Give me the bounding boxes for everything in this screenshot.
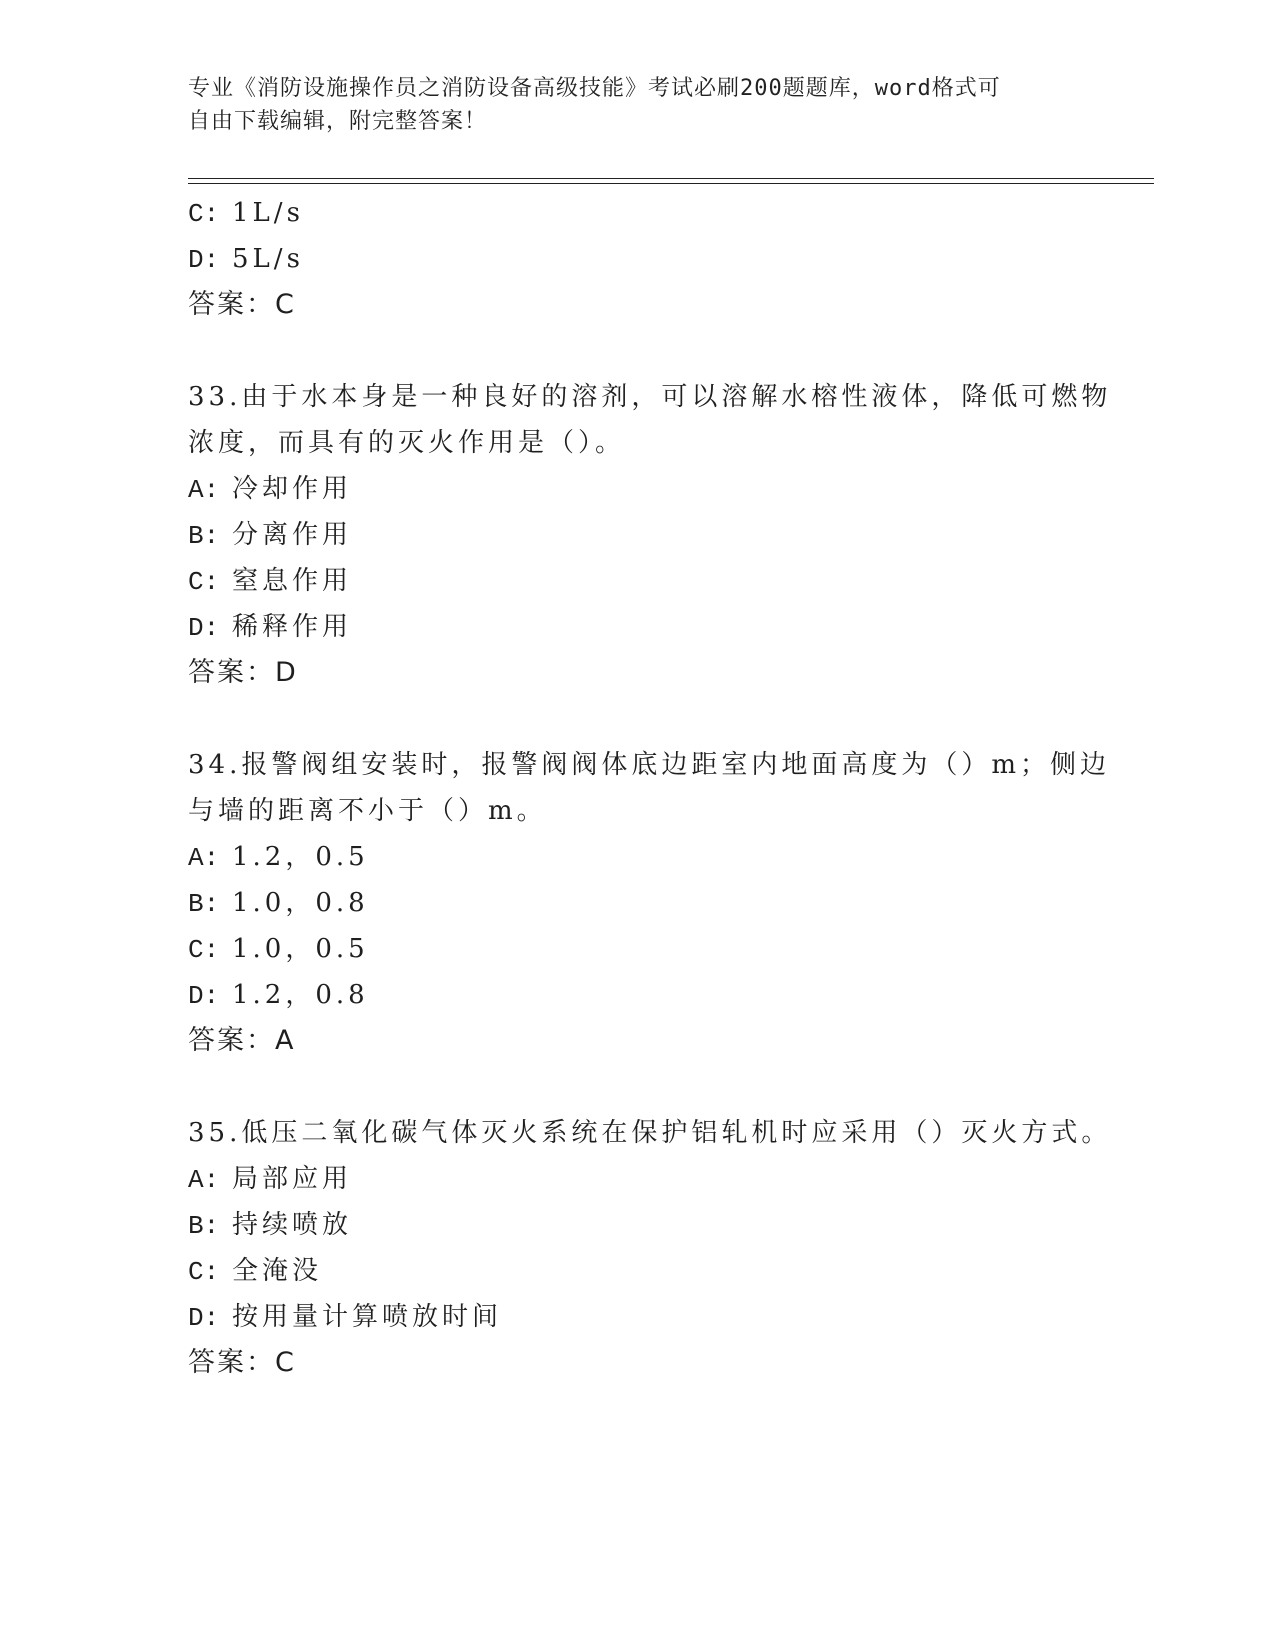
option-d: D: 稀释作用 <box>188 612 353 643</box>
answer-line: 答案：D <box>188 657 298 688</box>
document-header <box>188 72 1068 138</box>
document-body <box>188 190 1112 1386</box>
option-b: B: 1.0，0.8 <box>188 888 369 919</box>
option-c: C: 窒息作用 <box>188 566 353 597</box>
header-divider-top <box>188 178 1154 179</box>
option-a: A: 局部应用 <box>188 1164 353 1195</box>
question-34-text-2: 与墙的距离不小于（）m。 <box>188 796 547 826</box>
option-d: D: 按用量计算喷放时间 <box>188 1302 503 1333</box>
header-line-1: 专业《消防设施操作员之消防设备高级技能》考试必刷200题题库，word格式可 <box>188 76 1001 101</box>
option-b: B: 分离作用 <box>188 520 353 551</box>
option-c: C: 全淹没 <box>188 1256 323 1287</box>
answer-line: 答案：C <box>188 289 296 320</box>
question-35-text-1: 35.低压二氧化碳气体灭火系统在保护铝轧机时应采用（）灭火方式。 <box>188 1118 1112 1148</box>
option-d: D: 1.2，0.8 <box>188 980 369 1011</box>
question-33-text-2: 浓度，而具有的灭火作用是（）。 <box>188 428 626 458</box>
option-a: A: 1.2，0.5 <box>188 842 369 873</box>
option-c: C: 1.0，0.5 <box>188 934 369 965</box>
header-divider-bottom <box>188 183 1154 184</box>
question-33-text-1: 33.由于水本身是一种良好的溶剂，可以溶解水榕性液体，降低可燃物 <box>188 382 1112 412</box>
answer-line: 答案：C <box>188 1347 296 1378</box>
question-34-text-1: 34.报警阀组安装时，报警阀阀体底边距室内地面高度为（）m；侧边 <box>188 750 1111 780</box>
option-a: A: 冷却作用 <box>188 474 353 505</box>
option-b: B: 持续喷放 <box>188 1210 353 1241</box>
option-d: D: 5L/s <box>188 244 304 275</box>
header-line-2: 自由下载编辑，附完整答案！ <box>188 109 488 134</box>
answer-line: 答案：A <box>188 1025 296 1056</box>
option-c: C: 1L/s <box>188 198 304 229</box>
